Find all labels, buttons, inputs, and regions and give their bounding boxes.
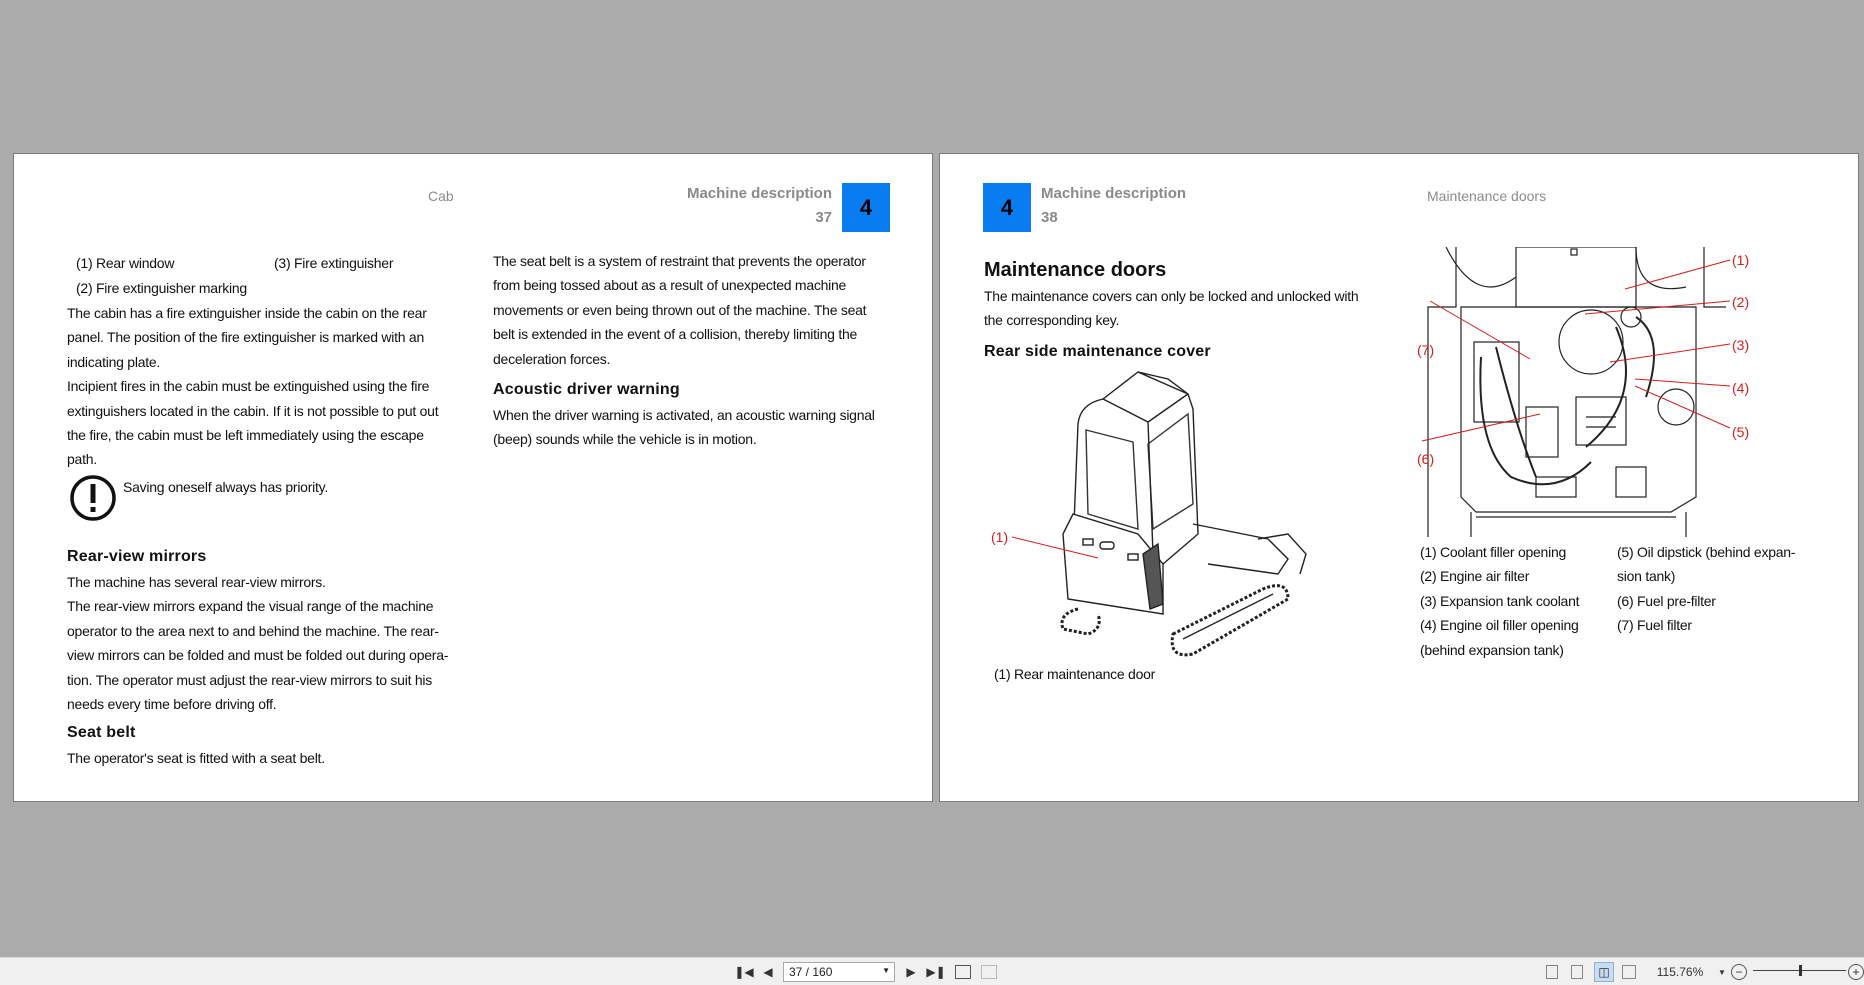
copy-page-icon[interactable] [955, 965, 971, 979]
text-line: (4) Engine oil filler opening [1420, 617, 1579, 634]
two-page-continuous-view-icon[interactable] [1622, 965, 1636, 979]
engine-callout-6: (6) [1417, 451, 1435, 467]
header-chapter: Machine description [1041, 185, 1187, 202]
engine-callout-3: (3) [1732, 337, 1750, 353]
paragraph-seat-belt [67, 746, 325, 770]
page-dropdown-icon[interactable]: ▼ [882, 966, 890, 975]
text-line: The rear-view mirrors expand the visual range of the machine [67, 598, 434, 615]
engine-callout-2: (2) [1732, 294, 1750, 310]
engine-legend-col2 [1617, 540, 1795, 638]
zoom-level[interactable]: 115.76% [1656, 965, 1704, 979]
text-line: deceleration forces. [493, 350, 611, 367]
text-line: (behind expansion tank) [1420, 641, 1564, 658]
first-page-button[interactable]: ❚◀ [734, 965, 754, 979]
single-page-view-icon[interactable] [1546, 965, 1558, 979]
warning-icon [69, 474, 117, 522]
zoom-dropdown-icon[interactable]: ▼ [1718, 967, 1726, 977]
legend-item: (1) Rear window [76, 255, 175, 271]
text-line: belt is extended in the event of a collision, thereby limiting the [493, 326, 858, 343]
text-line: path. [67, 451, 97, 468]
text-line: sion tank) [1617, 568, 1676, 585]
excavator-caption: (1) Rear maintenance door [994, 666, 1156, 682]
next-page-button[interactable]: ▶ [906, 965, 916, 979]
engine-callout-7: (7) [1417, 342, 1435, 358]
continuous-view-icon[interactable] [1571, 965, 1583, 979]
engine-legend-col1 [1420, 540, 1579, 662]
text-line: The maintenance covers can only be locked and unlocked with [984, 288, 1359, 304]
zoom-in-button[interactable]: + [1848, 964, 1864, 980]
text-line: extinguishers located in the cabin. If it is not possible to put out [67, 402, 439, 419]
engine-callout-5: (5) [1732, 424, 1750, 440]
left-page [13, 153, 933, 802]
page-title: Maintenance doors [984, 259, 1167, 281]
two-page-view-icon[interactable]: ◫ [1594, 962, 1614, 982]
text-line: The cabin has a fire extinguisher inside the cabin on the rear [67, 305, 427, 321]
page-number: 38 [1041, 209, 1058, 226]
text-line: operator to the area next to and behind the machine. The rear- [67, 622, 439, 639]
paragraph-seat-belt-detail [493, 249, 866, 371]
text-line: The seat belt is a system of restraint that prevents the operator [493, 253, 866, 269]
text-line: (7) Fuel filter [1617, 617, 1692, 634]
header-section: Maintenance doors [1427, 188, 1547, 204]
text-line: the fire, the cabin must be left immediately using the escape [67, 427, 424, 444]
chapter-badge: 4 [842, 183, 890, 232]
text-line: When the driver warning is activated, an acoustic warning signal [493, 407, 875, 423]
text-line: view mirrors can be folded and must be folded out during opera- [67, 647, 449, 664]
paste-page-icon[interactable] [981, 965, 997, 979]
heading-seat-belt: Seat belt [67, 724, 136, 741]
warning-text: Saving oneself always has priority. [123, 479, 328, 495]
engine-callout-1: (1) [1732, 252, 1750, 268]
last-page-button[interactable]: ▶❚ [926, 965, 946, 979]
prev-page-button[interactable]: ◀ [763, 965, 773, 979]
text-line: panel. The position of the fire extinguisher is marked with an [67, 329, 425, 346]
text-line: from being tossed about as a result of unexpected machine [493, 277, 847, 294]
text-line: needs every time before driving off. [67, 696, 277, 713]
engine-callout-lines [1410, 244, 1740, 504]
text-line: The machine has several rear-view mirrors. [67, 574, 326, 590]
paragraph-mirrors [67, 570, 448, 716]
text-line: (6) Fuel pre-filter [1617, 592, 1716, 609]
text-line: (2) Engine air filter [1420, 568, 1530, 585]
paragraph-intro [984, 284, 1358, 333]
zoom-out-button[interactable]: − [1731, 964, 1747, 980]
text-line: tion. The operator must adjust the rear-view mirrors to suit his [67, 671, 433, 688]
chapter-badge: 4 [983, 183, 1031, 232]
excavator-callout: (1) [991, 529, 1009, 545]
text-line: (beep) sounds while the vehicle is in motion. [493, 431, 757, 448]
text-line: movements or even being thrown out of the machine. The seat [493, 301, 867, 318]
paragraph-cabin [67, 301, 438, 472]
text-line: indicating plate. [67, 353, 161, 370]
text-line: Incipient fires in the cabin must be extinguished using the fire [67, 378, 430, 395]
excavator-illustration [988, 364, 1328, 664]
page-number: 37 [815, 209, 832, 226]
header-chapter: Machine description [686, 185, 832, 202]
text-line: the corresponding key. [984, 312, 1120, 329]
legend-item: (2) Fire extinguisher marking [76, 280, 247, 296]
callout-leader-line [1012, 536, 1112, 566]
text-line: (3) Expansion tank coolant [1420, 592, 1580, 609]
engine-callout-4: (4) [1732, 380, 1750, 396]
text-line: (1) Coolant filler opening [1420, 544, 1567, 560]
text-line: The operator's seat is fitted with a seat belt. [67, 750, 325, 766]
heading-rear-view-mirrors: Rear-view mirrors [67, 548, 207, 565]
page-number-value: 37 / 160 [789, 965, 833, 979]
page-number-field[interactable] [783, 962, 895, 982]
bottom-toolbar [0, 957, 1864, 985]
header-section: Cab [428, 188, 454, 204]
zoom-slider-thumb[interactable] [1799, 965, 1802, 976]
legend-item: (3) Fire extinguisher [274, 255, 394, 271]
heading-rear-cover: Rear side maintenance cover [984, 343, 1211, 360]
right-page [939, 153, 1859, 802]
heading-acoustic-warning: Acoustic driver warning [493, 381, 680, 398]
text-line: (5) Oil dipstick (behind expan- [1617, 544, 1796, 560]
paragraph-acoustic [493, 403, 875, 452]
